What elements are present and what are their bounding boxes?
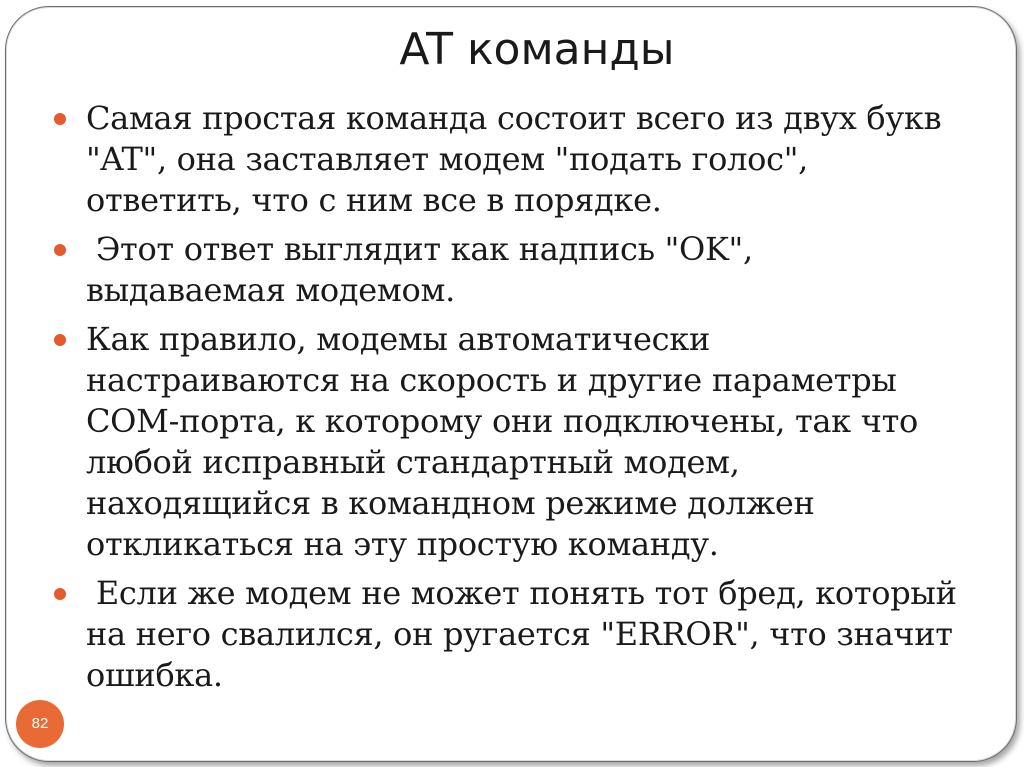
bullet-text-line: COM-порта, к которому они подключены, так что <box>86 402 918 440</box>
bullet-item-4 <box>52 573 972 696</box>
bullet-text-line: любой исправный стандартный модем, <box>86 443 740 481</box>
bullet-text-line: выдаваемая модемом. <box>86 271 455 309</box>
bullet-text-line: Этот ответ выглядит как надпись "OK", <box>86 230 753 268</box>
bullet-item-3 <box>52 319 972 565</box>
bullet-text-line: находящийся в командном режиме должен <box>86 484 815 522</box>
bullet-dot-icon <box>54 588 66 600</box>
bullet-text-line: настраиваются на скорость и другие параметры <box>86 361 897 399</box>
bullet-text-line: ответить, что с ним все в порядке. <box>86 181 662 219</box>
bullet-text-line: Самая простая команда состоит всего из двух букв <box>86 99 942 137</box>
bullet-dot-icon <box>54 334 66 346</box>
bullet-text-line: Если же модем не может понять тот бред, который <box>86 574 957 612</box>
bullet-text-line: "AT", она заставляет модем "подать голос", <box>86 140 808 178</box>
slide-title: AT команды <box>399 24 675 75</box>
bullet-item-1 <box>52 98 972 221</box>
bullet-list <box>52 98 972 704</box>
bullet-dot-icon <box>54 113 66 125</box>
bullet-text-line: ошибка. <box>86 656 223 694</box>
bullet-dot-icon <box>54 244 66 256</box>
bullet-text-line: откликаться на эту простую команду. <box>86 525 719 563</box>
page-number-badge: 82 <box>16 700 64 748</box>
bullet-text-line: на него свалился, он ругается "ERROR", что значит <box>86 615 953 653</box>
bullet-item-2 <box>52 229 972 311</box>
bullet-text-line: Как правило, модемы автоматически <box>86 320 711 358</box>
